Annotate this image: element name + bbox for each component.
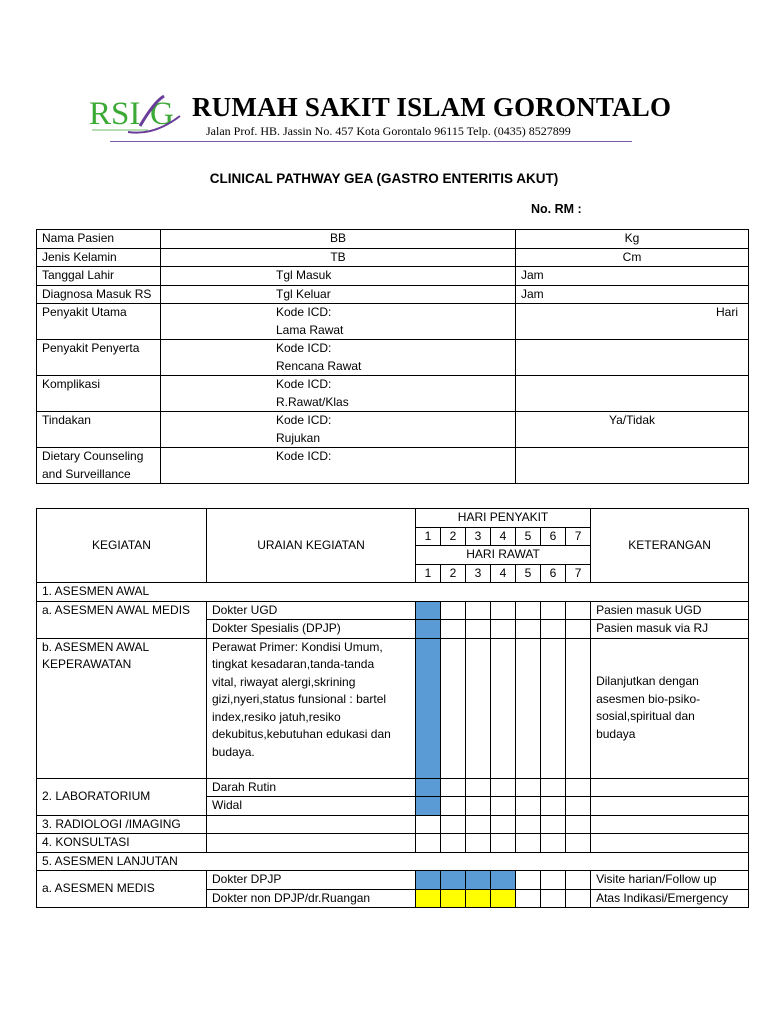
day-number: 3: [466, 564, 491, 583]
asesmen-medis-label: a. ASESMEN MEDIS: [37, 871, 207, 908]
pathway-table: [36, 508, 749, 908]
label-line: KEPERAWATAN: [42, 657, 132, 671]
day-cell: [466, 797, 491, 816]
day-cell: [566, 797, 591, 816]
day-cell: [441, 601, 466, 620]
day-cell: [566, 638, 591, 778]
day-cell-filled: [466, 871, 491, 890]
day-cell: [541, 620, 566, 639]
table-row: [37, 601, 749, 620]
day-cell: [566, 889, 591, 908]
day-cell: [416, 815, 441, 834]
uraian-cell: [207, 834, 416, 853]
penyakit-utama-label: Penyakit Utama: [37, 304, 161, 340]
header-row: [37, 509, 749, 528]
day-number: 5: [516, 564, 541, 583]
tgl-keluar-label: Tgl Keluar: [161, 285, 516, 304]
perawat-primer-text: [207, 638, 416, 778]
day-number: 7: [566, 564, 591, 583]
day-cell-filled: [416, 620, 441, 639]
tgl-masuk-label: Tgl Masuk: [161, 267, 516, 286]
tindakan-label: Tindakan: [37, 412, 161, 448]
kode-icd-cell: [161, 412, 516, 448]
day-number: 1: [416, 527, 441, 546]
day-cell: [541, 601, 566, 620]
day-cell: [466, 620, 491, 639]
day-cell: [516, 797, 541, 816]
patient-info-table: [36, 229, 749, 484]
keterangan-cell: [591, 638, 749, 778]
laboratorium-label: 2. LABORATORIUM: [37, 778, 207, 815]
day-cell-filled: [441, 889, 466, 908]
day-number: 2: [441, 527, 466, 546]
rujukan-label: Rujukan: [276, 430, 321, 445]
day-cell: [566, 815, 591, 834]
dokter-ugd-label: Dokter UGD: [207, 601, 416, 620]
logo-text: RSI: [89, 96, 141, 132]
darah-rutin-label: Darah Rutin: [207, 778, 416, 797]
text-line: index,resiko jatuh,resiko: [212, 709, 341, 724]
day-cell: [566, 778, 591, 797]
day-cell-filled: [416, 889, 441, 908]
day-number: 6: [541, 527, 566, 546]
asesmen-awal-medis-label: a. ASESMEN AWAL MEDIS: [37, 601, 207, 638]
day-cell: [516, 815, 541, 834]
bb-label: BB: [161, 230, 516, 249]
day-cell-filled: [416, 638, 441, 778]
lama-rawat-label: Lama Rawat: [276, 322, 344, 337]
day-cell: [416, 834, 441, 853]
day-cell: [491, 601, 516, 620]
keterangan-cell: Pasien masuk via RJ: [591, 620, 749, 639]
svg-text:G: G: [150, 96, 174, 132]
day-cell: [491, 815, 516, 834]
hospital-logo: [88, 92, 186, 138]
hari-rawat-header: HARI RAWAT: [416, 546, 591, 565]
kode-icd-label: Kode ICD:: [276, 377, 332, 391]
day-number: 4: [491, 527, 516, 546]
section-row: [37, 583, 749, 602]
day-cell: [541, 638, 566, 778]
radiologi-label: 3. RADIOLOGI /IMAGING: [37, 815, 207, 834]
day-cell: [566, 871, 591, 890]
day-cell: [516, 871, 541, 890]
keterangan-cell: [591, 797, 749, 816]
text-line: tingkat kesadaran,tanda-tanda: [212, 657, 375, 671]
dietary-label: [37, 448, 161, 484]
day-cell: [466, 638, 491, 778]
header-divider: [110, 141, 632, 142]
nama-pasien-label: Nama Pasien: [37, 230, 161, 249]
rencana-rawat-label: Rencana Rawat: [276, 358, 362, 373]
komplikasi-label: Komplikasi: [37, 376, 161, 412]
hari-label: Hari: [516, 304, 749, 340]
penyakit-penyerta-label: Penyakit Penyerta: [37, 340, 161, 376]
day-cell: [441, 797, 466, 816]
dietary-line-2: and Surveillance: [42, 466, 131, 481]
keterangan-cell: Visite harian/Follow up: [591, 871, 749, 890]
day-cell: [491, 834, 516, 853]
table-row: [37, 248, 749, 267]
konsultasi-label: 4. KONSULTASI: [37, 834, 207, 853]
hospital-address: Jalan Prof. HB. Jassin No. 457 Kota Gorontalo 96115 Telp. (0435) 8527899: [206, 124, 571, 138]
day-cell: [541, 871, 566, 890]
asesmen-lanjutan-heading: 5. ASESMEN LANJUTAN: [37, 852, 749, 871]
day-cell: [566, 620, 591, 639]
jam-label: Jam: [516, 267, 749, 286]
r-rawat-klas-label: R.Rawat/Klas: [276, 394, 349, 409]
table-row: [37, 778, 749, 797]
jenis-kelamin-label: Jenis Kelamin: [37, 248, 161, 267]
table-row: [37, 448, 749, 484]
day-cell: [491, 620, 516, 639]
table-row: [37, 834, 749, 853]
dokter-non-dpjp-label: Dokter non DPJP/dr.Ruangan: [207, 889, 416, 908]
kg-label: Kg: [516, 230, 749, 249]
col-keterangan-header: KETERANGAN: [591, 509, 749, 583]
day-cell: [516, 601, 541, 620]
day-cell: [566, 601, 591, 620]
no-rm-label: No. RM :: [531, 202, 582, 216]
day-cell: [516, 889, 541, 908]
jam-label: Jam: [516, 285, 749, 304]
keterangan-cell: Pasien masuk UGD: [591, 601, 749, 620]
day-cell-filled: [416, 871, 441, 890]
day-cell: [466, 815, 491, 834]
day-cell: [466, 601, 491, 620]
kode-icd-label: Kode ICD:: [276, 305, 332, 319]
table-row: [37, 376, 749, 412]
day-cell-filled: [441, 871, 466, 890]
day-cell-filled: [491, 889, 516, 908]
day-cell: [541, 778, 566, 797]
empty-cell: [516, 448, 749, 484]
day-cell: [516, 638, 541, 778]
day-cell: [541, 834, 566, 853]
day-number: 6: [541, 564, 566, 583]
day-cell: [491, 778, 516, 797]
keterangan-cell: Atas Indikasi/Emergency: [591, 889, 749, 908]
section-row: [37, 852, 749, 871]
table-row: [37, 230, 749, 249]
asesmen-awal-heading: 1. ASESMEN AWAL: [37, 583, 749, 602]
table-row: [37, 285, 749, 304]
table-row: [37, 304, 749, 340]
document-title: CLINICAL PATHWAY GEA (GASTRO ENTERITIS AKUT): [209, 171, 559, 186]
day-cell: [466, 834, 491, 853]
text-line: gizi,nyeri,status funsional : bartel: [212, 692, 387, 706]
ya-tidak-label: Ya/Tidak: [516, 412, 749, 448]
kode-icd-cell: [161, 304, 516, 340]
day-cell: [491, 797, 516, 816]
day-cell-filled: [466, 889, 491, 908]
day-number: 1: [416, 564, 441, 583]
dokter-dpjp-label: Dokter DPJP: [207, 871, 416, 890]
day-cell: [516, 778, 541, 797]
day-cell: [441, 620, 466, 639]
kode-icd-cell: [161, 340, 516, 376]
day-number: 4: [491, 564, 516, 583]
day-cell-filled: [416, 601, 441, 620]
day-cell: [441, 778, 466, 797]
text-line: asesmen bio-psiko-: [596, 691, 701, 706]
day-cell-filled: [416, 778, 441, 797]
tanggal-lahir-label: Tanggal Lahir: [37, 267, 161, 286]
keterangan-cell: [591, 778, 749, 797]
day-cell: [541, 815, 566, 834]
day-number: 7: [566, 527, 591, 546]
asesmen-keperawatan-label: [37, 638, 207, 778]
kode-icd-label: Kode ICD:: [161, 448, 516, 484]
dokter-spesialis-label: Dokter Spesialis (DPJP): [207, 620, 416, 639]
label-line: b. ASESMEN AWAL: [42, 639, 150, 654]
day-cell: [566, 834, 591, 853]
day-cell: [516, 620, 541, 639]
table-row: [37, 871, 749, 890]
kode-icd-cell: [161, 376, 516, 412]
text-line: sosial,spiritual dan: [596, 709, 695, 723]
table-row: [37, 412, 749, 448]
empty-cell: [516, 340, 749, 376]
day-cell-filled: [491, 871, 516, 890]
text-line: budaya: [596, 726, 636, 741]
empty-cell: [516, 376, 749, 412]
text-line: Perawat Primer: Kondisi Umum,: [212, 639, 383, 654]
widal-label: Widal: [207, 797, 416, 816]
day-number: 5: [516, 527, 541, 546]
table-row: [37, 815, 749, 834]
uraian-cell: [207, 815, 416, 834]
day-cell: [516, 834, 541, 853]
kode-icd-label: Kode ICD:: [276, 413, 332, 427]
col-uraian-header: URAIAN KEGIATAN: [207, 509, 416, 583]
keterangan-cell: [591, 815, 749, 834]
dietary-line-1: Dietary Counseling: [42, 449, 144, 463]
day-cell: [491, 638, 516, 778]
diagnosa-label: Diagnosa Masuk RS: [37, 285, 161, 304]
keterangan-cell: [591, 834, 749, 853]
day-number: 3: [466, 527, 491, 546]
tb-label: TB: [161, 248, 516, 267]
kode-icd-label: Kode ICD:: [276, 341, 332, 355]
text-line: Dilanjutkan dengan: [596, 674, 699, 688]
day-cell: [441, 638, 466, 778]
text-line: dekubitus,kebutuhan edukasi dan: [212, 727, 391, 741]
table-row: [37, 340, 749, 376]
day-cell: [541, 889, 566, 908]
col-kegiatan-header: KEGIATAN: [37, 509, 207, 583]
hospital-name: RUMAH SAKIT ISLAM GORONTALO: [192, 92, 672, 122]
table-row: [37, 638, 749, 778]
day-number: 2: [441, 564, 466, 583]
text-line: vital, riwayat alergi,skrining: [212, 674, 356, 689]
day-cell-filled: [416, 797, 441, 816]
table-row: [37, 267, 749, 286]
day-cell: [441, 815, 466, 834]
day-cell: [466, 778, 491, 797]
text-line: budaya.: [212, 744, 255, 759]
hari-penyakit-header: HARI PENYAKIT: [416, 509, 591, 528]
cm-label: Cm: [516, 248, 749, 267]
day-cell: [441, 834, 466, 853]
day-cell: [541, 797, 566, 816]
